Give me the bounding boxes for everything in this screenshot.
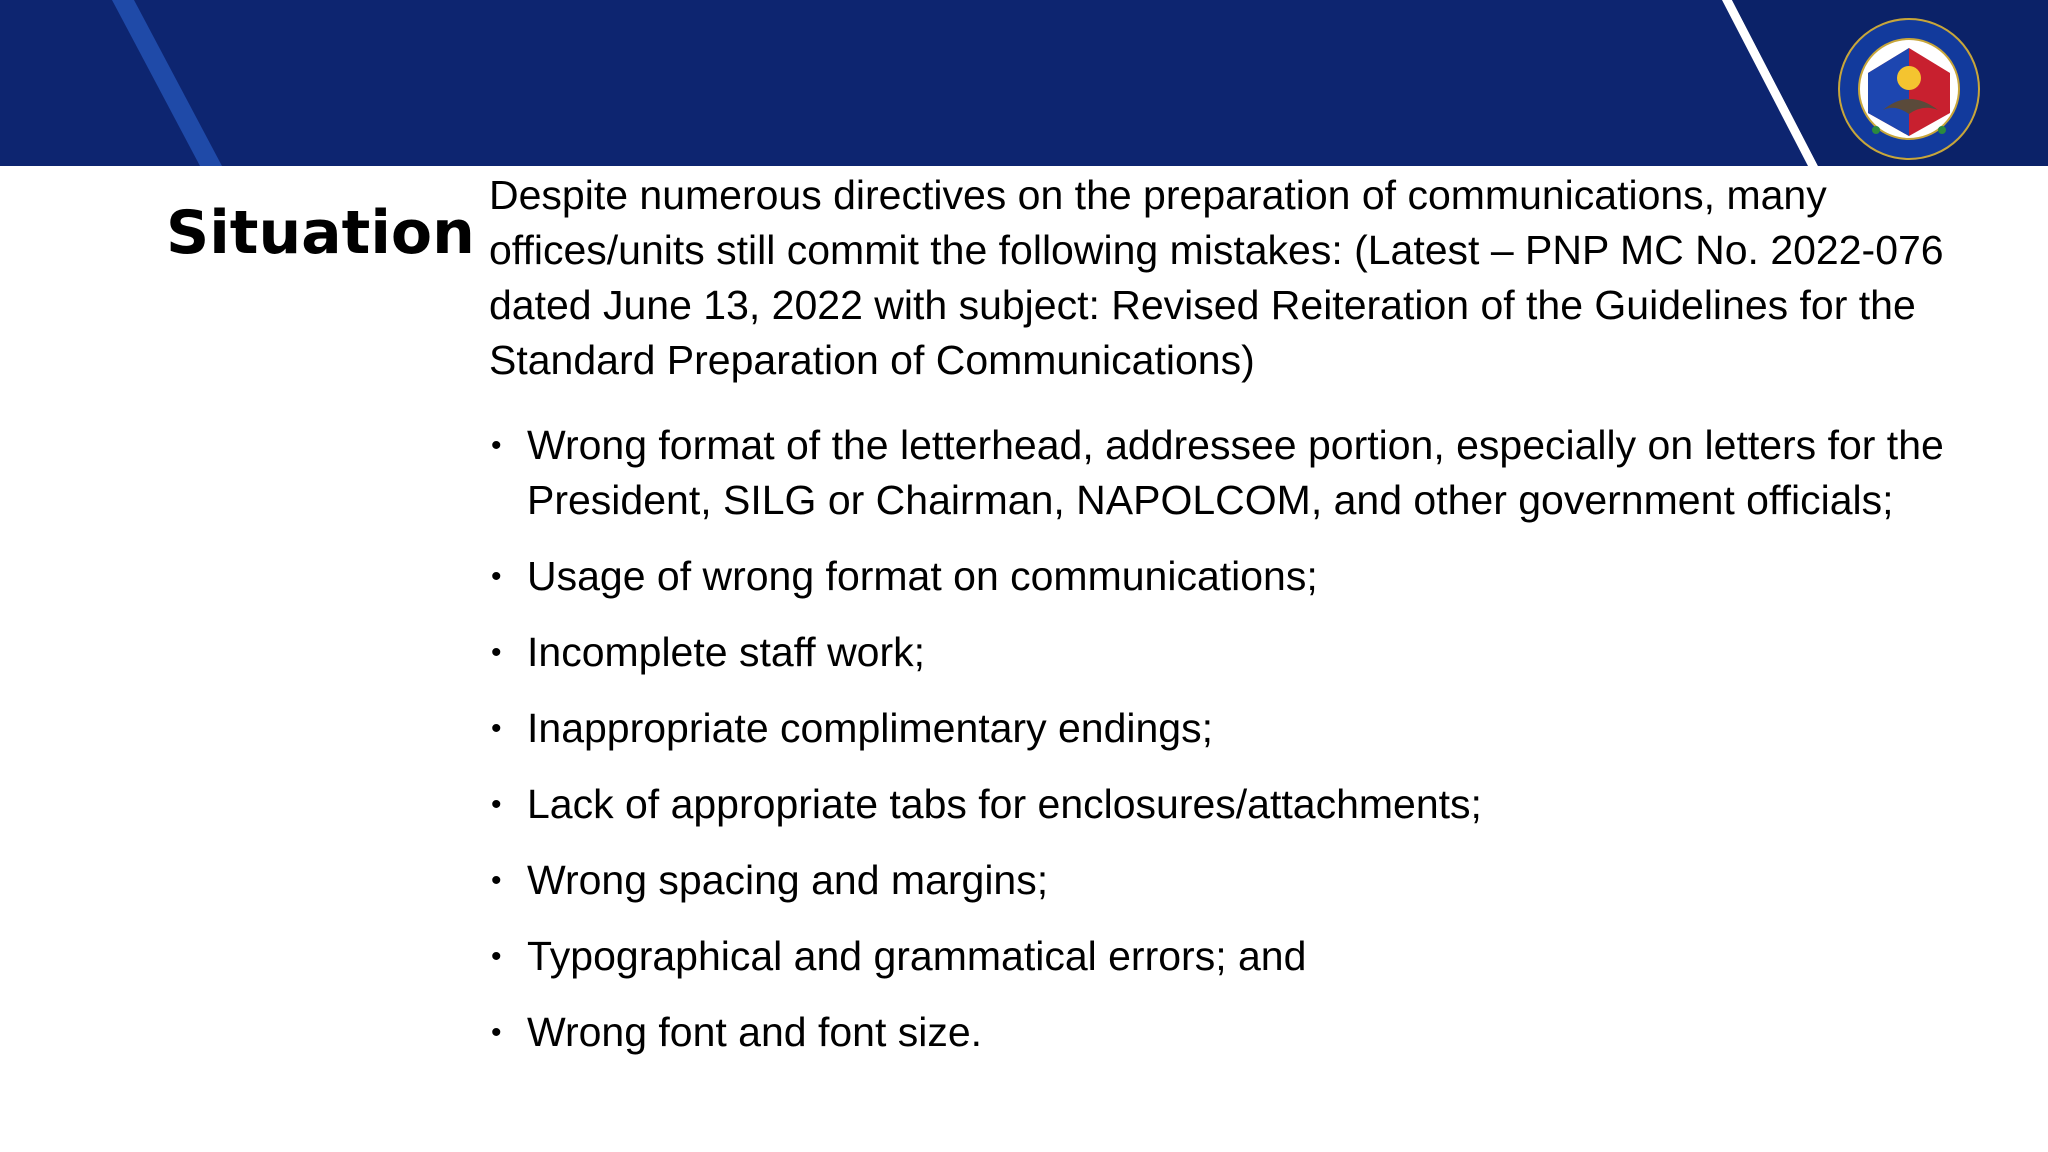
seal-icon xyxy=(1838,18,1980,160)
pnp-seal-logo xyxy=(1838,18,1980,160)
slide-title: Situation xyxy=(166,198,475,268)
header-band-graphic xyxy=(0,0,2048,166)
bullet-icon: • xyxy=(491,712,502,745)
list-item-text: Usage of wrong format on communications; xyxy=(527,553,1318,599)
bullet-icon: • xyxy=(491,940,502,973)
list-item xyxy=(489,701,1969,756)
list-item-text: Wrong format of the letterhead, addressee portion, especially on letters for the President, SILG or Chairman, NAPOLCOM, and other government officials; xyxy=(527,422,1944,523)
list-item xyxy=(489,418,1969,528)
bullet-icon: • xyxy=(491,636,502,669)
mistakes-list xyxy=(489,418,1969,1060)
list-item-text: Wrong spacing and margins; xyxy=(527,857,1049,903)
header-band xyxy=(0,0,2048,166)
bullet-icon: • xyxy=(491,429,502,462)
list-item-text: Typographical and grammatical errors; and xyxy=(527,933,1307,979)
list-item-text: Lack of appropriate tabs for enclosures/attachments; xyxy=(527,781,1482,827)
list-item-text: Wrong font and font size. xyxy=(527,1009,983,1055)
slide-content xyxy=(489,168,1969,1081)
list-item xyxy=(489,625,1969,680)
bullet-icon: • xyxy=(491,864,502,897)
intro-paragraph: Despite numerous directives on the preparation of communications, many offices/units still commit the following mistakes: (Latest – PNP MC No. 2022-076 dated June 13, 2022 with subject: Revised Reiteration of the Guidelines for the Standard Preparation of Communications) xyxy=(489,172,1944,383)
bullet-icon: • xyxy=(491,560,502,593)
list-item xyxy=(489,777,1969,832)
list-item-text: Incomplete staff work; xyxy=(527,629,926,675)
list-item xyxy=(489,853,1969,908)
list-item-text: Inappropriate complimentary endings; xyxy=(527,705,1213,751)
list-item xyxy=(489,1005,1969,1060)
list-item xyxy=(489,549,1969,604)
bullet-icon: • xyxy=(491,1016,502,1049)
list-item xyxy=(489,929,1969,984)
bullet-icon: • xyxy=(491,788,502,821)
